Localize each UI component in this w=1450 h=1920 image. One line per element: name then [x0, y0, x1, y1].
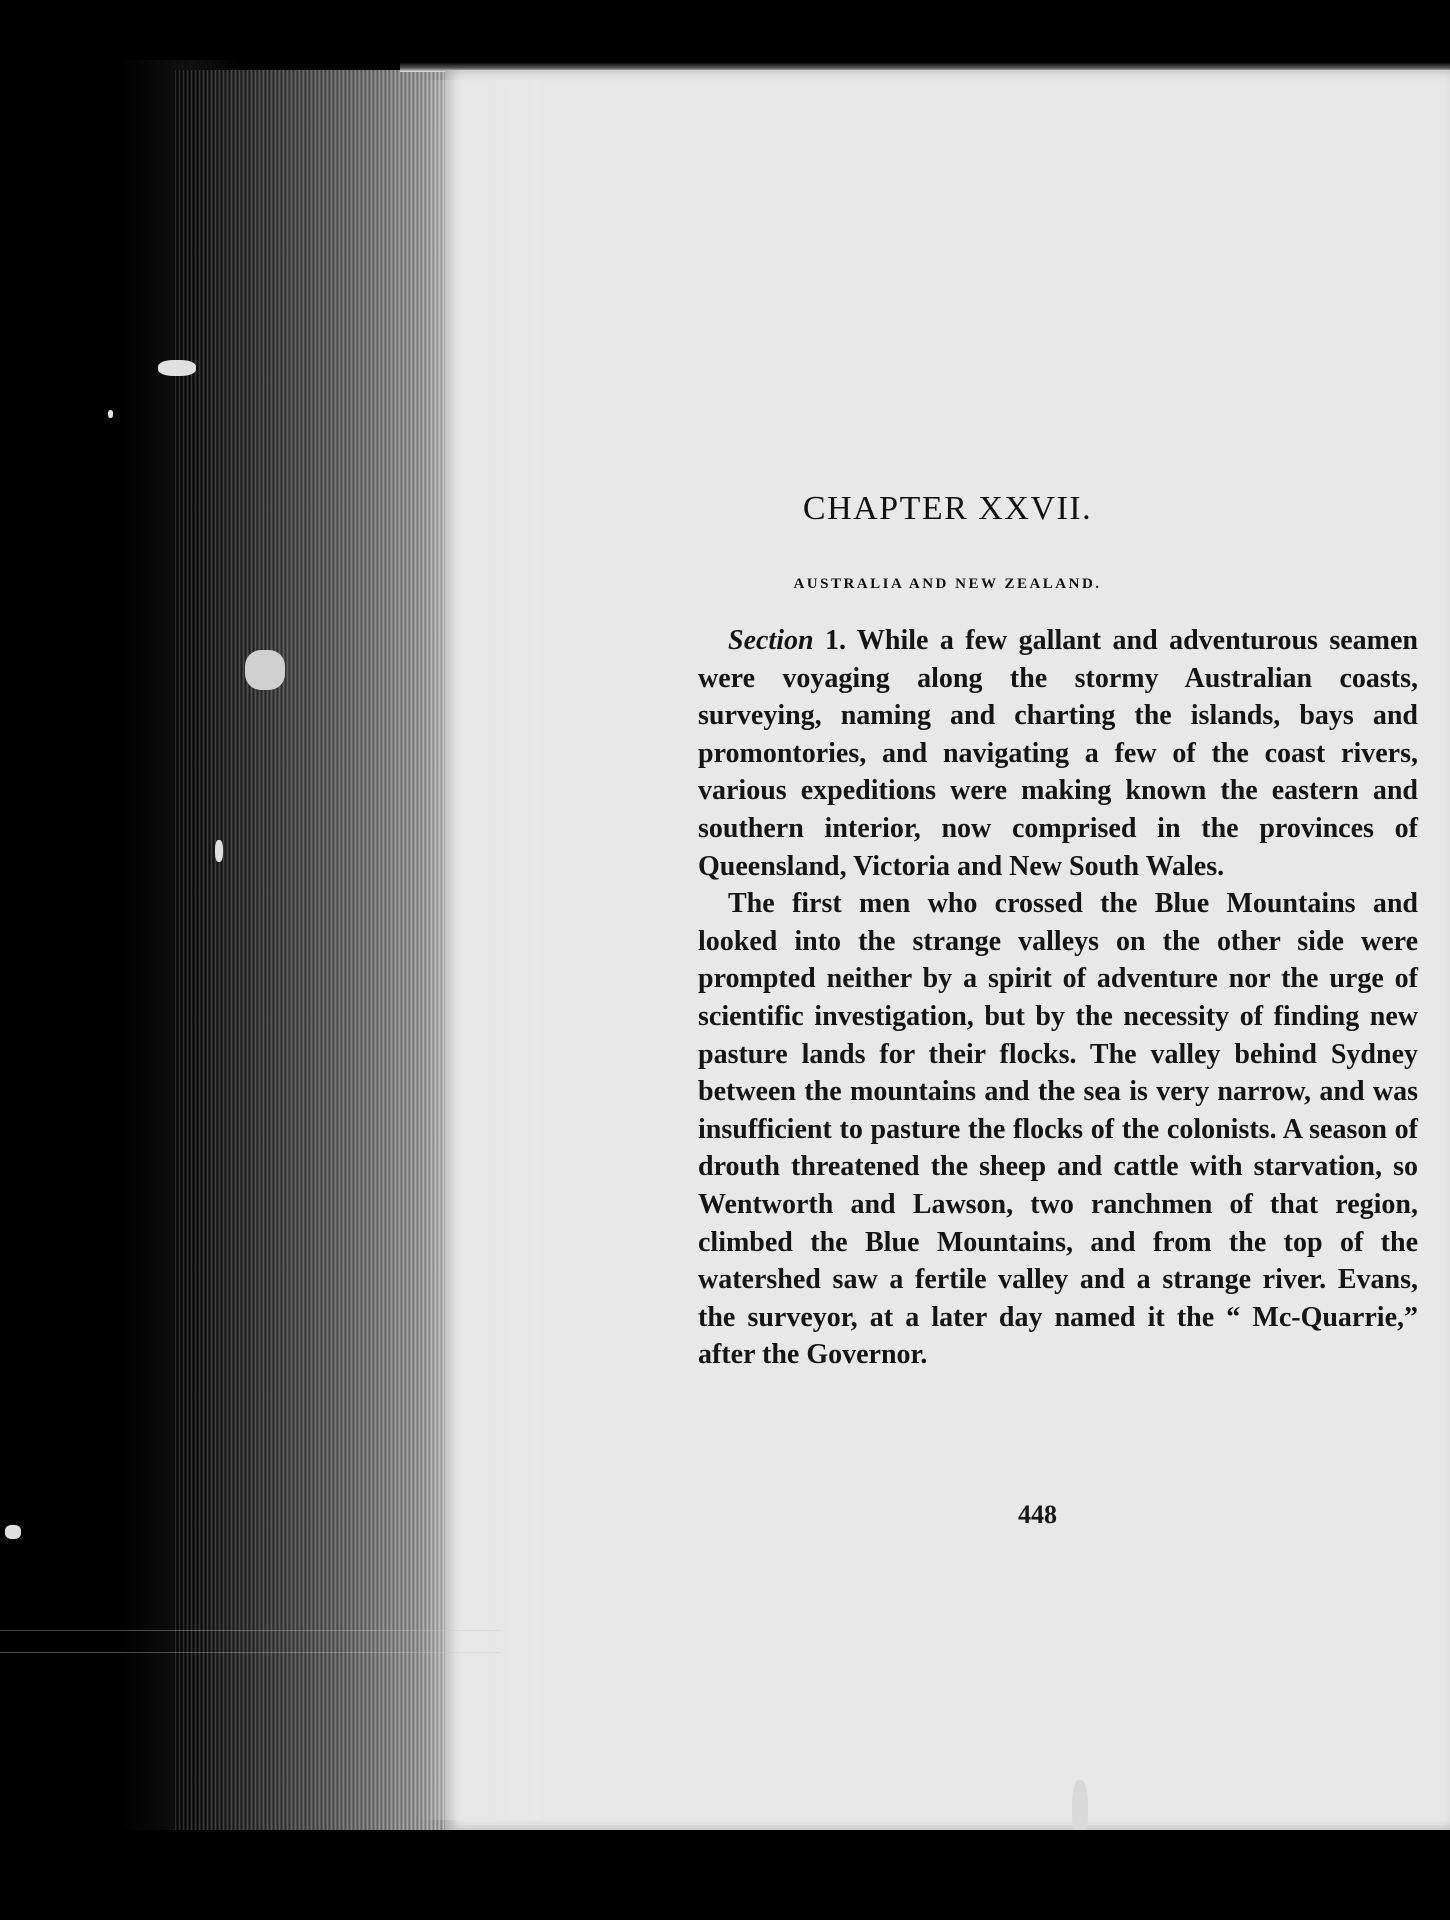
scan-speck [5, 1525, 21, 1539]
scan-speck [158, 360, 196, 376]
chapter-title: CHAPTER XXVII. [802, 490, 1093, 527]
scan-speck [215, 840, 223, 862]
page-number: 448 [1018, 1500, 1057, 1529]
paragraph-2: The first men who crossed the Blue Mountains and looked into the strange valleys on the other side were prompted neither by a spirit of adventure nor the urge of scientific investigation, but by the necessity of finding new pasture lands for their flocks. The valley behind Sydney between the mountains and the sea is very narrow, and was insufficient to pasture the flocks of the colonists. A season of drouth threatened the sheep and cattle with starvation, so Wentworth and Lawson, two ranchmen of that region, climbed the Blue Mountains, and from the top of the watershed saw a fertile valley and a strange river. Evans, the surveyor, at a later day named it the “ Mc-Quarrie,” after the Governor. [698, 888, 1418, 1371]
scan-artifact-line [0, 1652, 500, 1653]
section-label: Section [728, 625, 814, 656]
scan-speck [108, 410, 113, 418]
paragraph-1 [698, 622, 1418, 885]
scan-speck [245, 650, 285, 690]
chapter-subtitle: AUSTRALIA AND NEW ZEALAND. [793, 576, 1102, 592]
scan-bottom-border [0, 1830, 1450, 1920]
page-curl-highlight [420, 80, 540, 1820]
scan-artifact-line [0, 1630, 500, 1631]
section-number: 1. [813, 625, 846, 656]
paragraph-1-text: While a few gallant and adventurous seamen were voyaging along the stormy Australian coasts, surveying, naming and charting the islands, bays and promontories, and navigating a few of the coast rivers, various expeditions were making known the eastern and southern interior, now comprised in the provinces of Queensland, Victoria and New South Wales. [698, 625, 1419, 882]
body-text [698, 622, 1418, 1374]
